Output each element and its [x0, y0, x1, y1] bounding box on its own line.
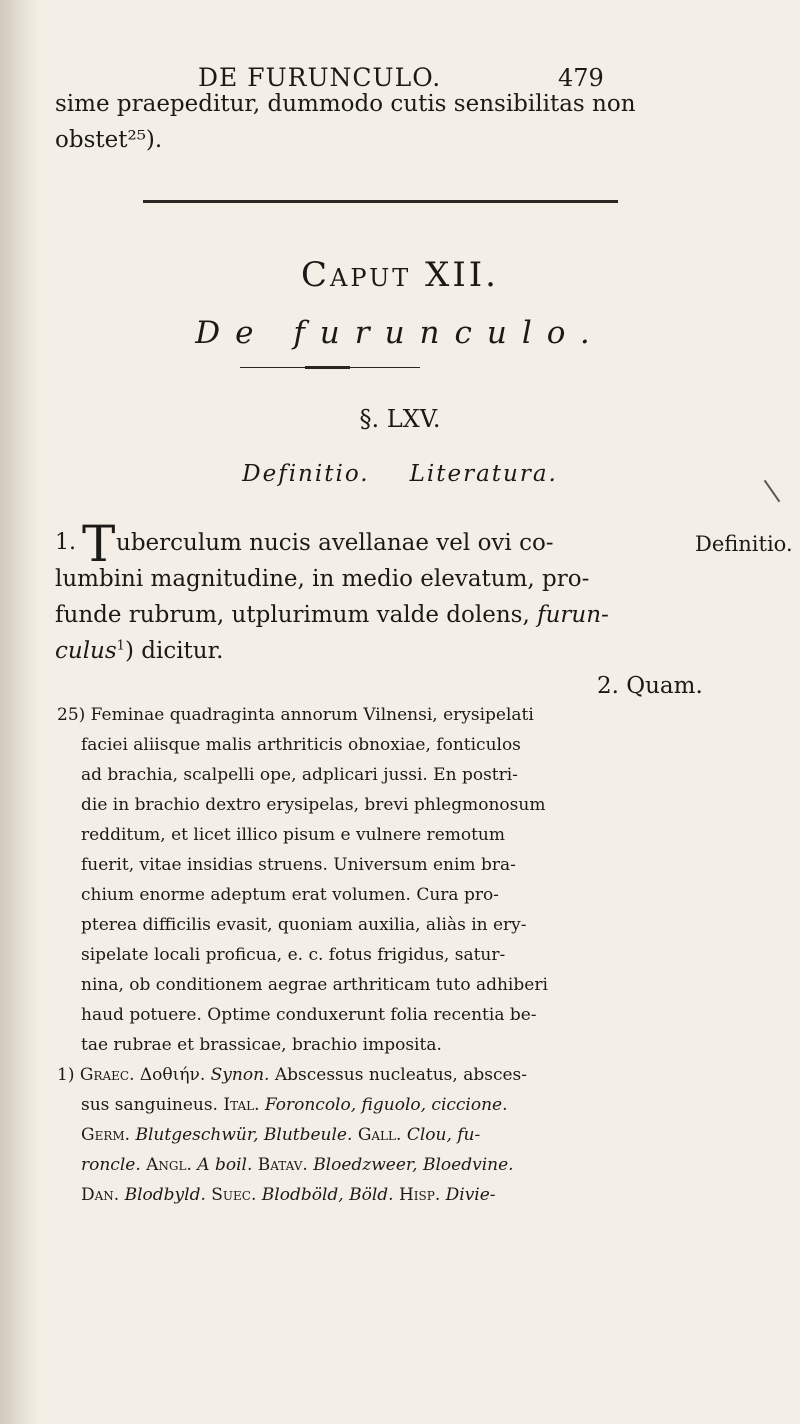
- catchword: 2. Quam.: [597, 673, 703, 699]
- paragraph-line-3-text: funde rubrum, utplurimum valde dolens,: [55, 602, 538, 628]
- dan-terms: Blodbyld.: [124, 1185, 206, 1205]
- ital-terms: Foroncolo, figuolo, ciccione.: [264, 1095, 508, 1115]
- footnote-25-line: haud potuere. Optime conduxerunt folia recentia be-: [81, 1005, 537, 1025]
- lang-batav: Batav.: [257, 1155, 308, 1175]
- footnote-25-line: ad brachia, scalpelli ope, adplicari jussi. En postri-: [81, 765, 518, 785]
- footnote-25-line: sipelate locali proficua, e. c. fotus frigidus, satur-: [81, 945, 506, 965]
- footnote-1-line: [81, 1095, 508, 1115]
- footnote-25-line: redditum, et licet illico pisum e vulnere remotum: [81, 825, 506, 845]
- page-number: 479: [558, 64, 604, 92]
- footnote-1-line: [81, 1155, 514, 1175]
- section-heading-definitio: Definitio.: [242, 461, 370, 487]
- term-furunculus-start: furun-: [537, 602, 609, 628]
- germ-terms: Blutgeschwür, Blutbeule.: [135, 1125, 353, 1145]
- footnote-25-line: chium enorme adeptum erat volumen. Cura pro-: [81, 885, 499, 905]
- drop-cap: T: [82, 515, 116, 573]
- synonym-text: Abscessus nucleatus, absces-: [274, 1065, 528, 1085]
- chapter-rule: [143, 200, 618, 203]
- chapter-title: Caput XII.: [301, 255, 499, 295]
- footnote-1-number: 1): [57, 1065, 75, 1085]
- intro-line-1: sime praepeditur, dummodo cutis sensibilitas non: [55, 91, 636, 117]
- footnote-25-line: 25) Feminae quadraginta annorum Vilnensi, erysipelati: [57, 705, 534, 725]
- lang-ital: Ital.: [223, 1095, 260, 1115]
- hisp-terms: Divie-: [445, 1185, 496, 1205]
- gutter-shadow: [0, 0, 40, 1424]
- intro-line-2: obstet²⁵).: [55, 127, 163, 153]
- paragraph-line-2: lumbini magnitudine, in medio elevatum, pro-: [55, 566, 590, 592]
- term-furunculus-end: culus: [55, 638, 117, 664]
- paragraph-line-4-text: ) dicitur.: [124, 638, 224, 664]
- lang-graec: Graec.: [79, 1065, 135, 1085]
- footnote-25-line: die in brachio dextro erysipelas, brevi phlegmonosum: [81, 795, 546, 815]
- lang-dan: Dan.: [81, 1185, 120, 1205]
- section-mark: §. LXV.: [359, 405, 441, 433]
- footnote-25-line: fuerit, vitae insidias struens. Universum enim bra-: [81, 855, 516, 875]
- subtitle-rule-accent: [305, 366, 350, 369]
- greek-term: Δοθιήν.: [139, 1065, 206, 1085]
- footnote-25-line: faciei aliisque malis arthriticis obnoxiae, fonticulos: [81, 735, 521, 755]
- paragraph-line-4: [55, 638, 223, 664]
- lang-gall: Gall.: [357, 1125, 402, 1145]
- section-heading: [0, 461, 800, 487]
- footnote-1-line: [81, 1185, 496, 1205]
- suec-terms: Blodböld, Böld.: [261, 1185, 394, 1205]
- batav-terms: Bloedzweer, Bloedvine.: [313, 1155, 514, 1175]
- gall-terms: Clou, fu-: [406, 1125, 481, 1145]
- lang-suec: Suec.: [211, 1185, 257, 1205]
- footnote-1-line: [81, 1125, 480, 1145]
- footnote-ref-1: 1: [116, 638, 125, 654]
- angl-terms: A boil.: [197, 1155, 253, 1175]
- lang-angl: Angl.: [146, 1155, 192, 1175]
- lang-hisp: Hisp.: [398, 1185, 441, 1205]
- footnote-25-line: nina, ob conditionem aegrae arthriticam tuto adhiberi: [81, 975, 548, 995]
- paragraph-line-1: uberculum nucis avellanae vel ovi co-: [116, 530, 554, 556]
- paragraph-number: 1.: [55, 530, 76, 555]
- margin-note: Definitio.: [695, 532, 793, 556]
- gall-terms: roncle.: [81, 1155, 141, 1175]
- synonym-text: sus sanguineus.: [81, 1095, 218, 1115]
- running-title: DE FURUNCULO.: [198, 63, 442, 92]
- chapter-subtitle: De furunculo.: [195, 315, 605, 351]
- synon-label: Synon.: [210, 1065, 270, 1085]
- footnote-1-line: [57, 1065, 527, 1085]
- footnote-25-line: pterea difficilis evasit, quoniam auxilia, aliàs in ery-: [81, 915, 527, 935]
- paragraph-line-3: [55, 602, 609, 628]
- section-heading-literatura: Literatura.: [409, 461, 558, 487]
- lang-germ: Germ.: [81, 1125, 131, 1145]
- footnote-25-line: tae rubrae et brassicae, brachio imposita.: [81, 1035, 442, 1055]
